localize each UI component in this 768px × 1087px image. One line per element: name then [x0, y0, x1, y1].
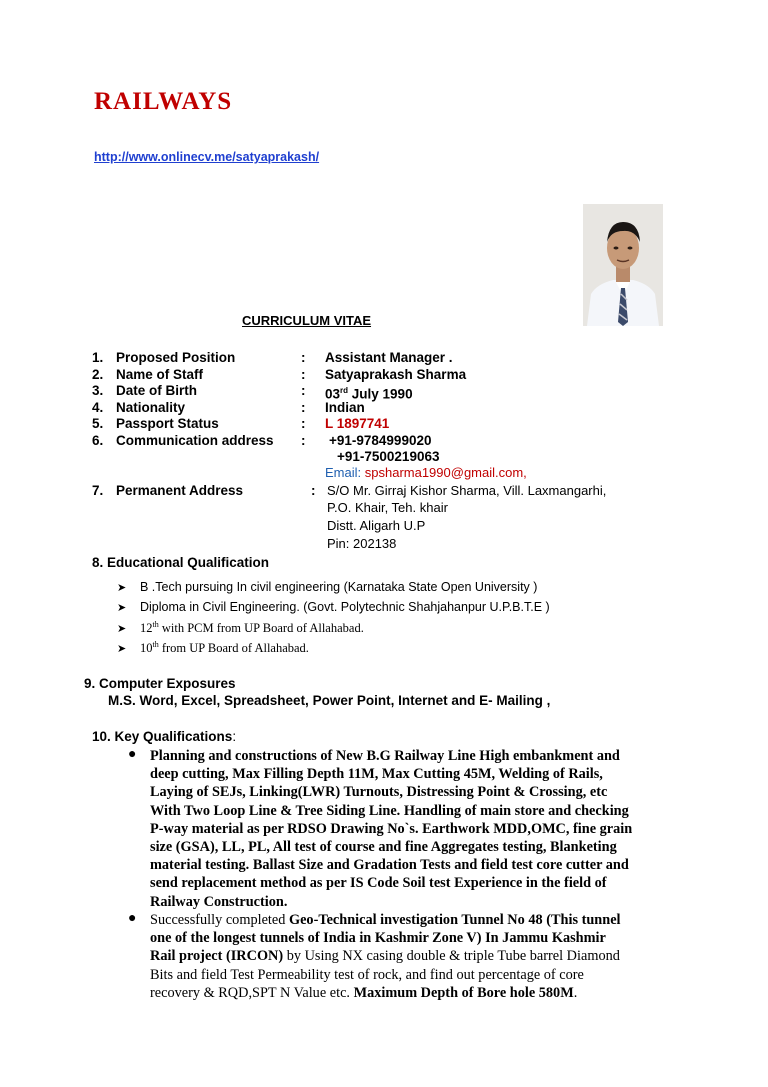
- dob-day: 03: [325, 386, 341, 402]
- field-row-name: [92, 366, 467, 383]
- field-colon: :: [301, 383, 306, 398]
- field-value: Assistant Manager .: [325, 350, 453, 365]
- kq2-bold: Rail project (IRCON): [150, 948, 284, 965]
- field-row-communication: [92, 432, 432, 449]
- grade-detail: with PCM from UP Board of Allahabad.: [158, 621, 364, 636]
- kq1-line: Railway Construction.: [150, 893, 288, 910]
- education-item: [117, 620, 364, 636]
- address-line-3: Distt. Aligarh U.P: [327, 518, 426, 533]
- kq2-text: by Using NX casing double & triple Tube barrel Diamond: [283, 948, 620, 965]
- field-colon: :: [311, 483, 316, 498]
- field-number: 5.: [92, 416, 104, 431]
- field-number: 1.: [92, 350, 104, 365]
- education-item: [117, 580, 537, 594]
- education-text: Diploma in Civil Engineering. (Govt. Polytechnic Shahjahanpur U.P.B.T.E ): [140, 600, 550, 614]
- field-number: 4.: [92, 400, 104, 415]
- kq2-text: .: [573, 984, 578, 1001]
- computer-skills: M.S. Word, Excel, Spreadsheet, Power Point, Internet and E- Mailing ,: [108, 693, 551, 708]
- education-item: [117, 640, 309, 656]
- profile-photo: [583, 204, 663, 326]
- field-label: Proposed Position: [116, 350, 236, 365]
- phone-primary: +91-9784999020: [329, 433, 432, 448]
- field-number: 6.: [92, 433, 104, 448]
- profile-link[interactable]: http://www.onlinecv.me/satyaprakash/: [94, 150, 320, 164]
- education-text: [140, 641, 309, 655]
- field-row-position: [92, 349, 453, 366]
- kq2-bold: Geo-Technical investigation Tunnel No 48 (This tunnel: [288, 912, 621, 928]
- computer-heading: 9. Computer Exposures: [84, 676, 236, 691]
- kq1-line: Planning and constructions of New B.G Railway Line High embankment and: [150, 748, 620, 764]
- field-number: 3.: [92, 383, 104, 398]
- kq2-bold: one of the longest tunnels of India in Kashmir Zone V) In Jammu Kashmir: [150, 930, 606, 947]
- bullet-icon: ●: [128, 911, 137, 926]
- field-value: Satyaprakash Sharma: [325, 367, 467, 382]
- field-label: Permanent Address: [116, 483, 244, 498]
- education-heading: 8. Educational Qualification: [92, 555, 270, 570]
- kq1-line: material testing. Ballast Size and Gradation Tests and field test core cutter and: [150, 857, 629, 874]
- field-number: 2.: [92, 367, 104, 382]
- field-row-nationality: [92, 399, 365, 416]
- field-row-passport: [92, 415, 390, 432]
- bullet-icon: ●: [128, 747, 137, 762]
- dob-suffix: rd: [340, 386, 349, 395]
- field-colon: :: [301, 416, 306, 431]
- kq2-line: Bits and field Test Permeability test of rock, and find out percentage of core: [150, 966, 584, 983]
- kq2-text: recovery & RQD,SPT N Value etc.: [150, 984, 354, 1001]
- address-line-2: P.O. Khair, Teh. khair: [327, 500, 448, 515]
- field-value: Indian: [325, 400, 365, 415]
- kq2-line: [150, 929, 690, 947]
- kq1-line: Laying of SEJs, Linking(LWR) Turnouts, Distressing Point & Crossing, etc: [150, 784, 608, 801]
- email-address[interactable]: spsharma1990@gmail.com,: [364, 465, 527, 480]
- kq1-line: send replacement method as per IS Code Soil test Experience in the field of: [150, 875, 607, 892]
- kq1-line: P-way material as per RDSO Drawing No`s. Earthwork MDD,OMC, fine grain: [150, 820, 633, 837]
- field-label: Nationality: [116, 400, 186, 415]
- key-qualifications-heading: [92, 729, 236, 744]
- field-label: Communication address: [116, 433, 274, 448]
- email-label: Email:: [325, 465, 362, 480]
- kq2-line: [150, 984, 690, 1002]
- key-qualification-2: [150, 911, 690, 1002]
- grade-suffix: th: [152, 620, 159, 629]
- kq1-line: With Two Loop Line & Tree Siding Line. Handling of main store and checking: [150, 802, 629, 819]
- field-colon: :: [301, 367, 306, 382]
- key-heading-colon: :: [232, 729, 237, 744]
- arrow-bullet-icon: ➤: [117, 582, 127, 594]
- grade: 10: [140, 641, 153, 656]
- kq2-line: [150, 911, 690, 929]
- arrow-bullet-icon: ➤: [117, 602, 127, 614]
- kq1-line: size (GSA), LL, PL, All test of course and fine Aggregates testing, Blanketing: [150, 839, 617, 856]
- arrow-bullet-icon: ➤: [117, 643, 127, 656]
- field-label: Date of Birth: [116, 383, 197, 398]
- field-number: 7.: [92, 483, 104, 498]
- cv-heading: CURRICULUM VITAE: [242, 313, 372, 328]
- key-qualification-1: [150, 747, 690, 911]
- key-heading-text: 10. Key Qualifications: [92, 729, 233, 744]
- kq2-line: [150, 947, 690, 965]
- grade-suffix: th: [152, 640, 159, 649]
- dob-rest: July 1990: [348, 386, 413, 402]
- kq2-text: Successfully completed: [150, 912, 289, 928]
- address-line-1: S/O Mr. Girraj Kishor Sharma, Vill. Laxmangarhi,: [327, 483, 607, 498]
- phone-secondary: +91-7500219063: [337, 449, 440, 464]
- education-text: [140, 621, 364, 635]
- kq2-bold: Maximum Depth of Bore hole 580M: [353, 984, 574, 1001]
- grade-detail: from UP Board of Allahabad.: [158, 641, 309, 656]
- field-label: Name of Staff: [116, 367, 204, 382]
- education-item: [117, 600, 550, 614]
- arrow-bullet-icon: ➤: [117, 623, 127, 636]
- address-line-4: Pin: 202138: [327, 536, 397, 551]
- grade: 12: [140, 621, 153, 636]
- field-colon: :: [301, 400, 306, 415]
- field-row-permanent-address: [92, 482, 316, 499]
- kq1-line: deep cutting, Max Filling Depth 11M, Max Cutting 45M, Welding of Rails,: [150, 766, 603, 783]
- field-value: L 1897741: [325, 416, 390, 431]
- field-label: Passport Status: [116, 416, 219, 431]
- field-row-dob: [92, 382, 413, 402]
- education-text: B .Tech pursuing In civil engineering (Karnataka State Open University ): [140, 580, 538, 594]
- email-line: [325, 465, 527, 480]
- field-colon: :: [301, 350, 306, 365]
- page-title: RAILWAYS: [94, 88, 233, 115]
- field-colon: :: [301, 433, 306, 448]
